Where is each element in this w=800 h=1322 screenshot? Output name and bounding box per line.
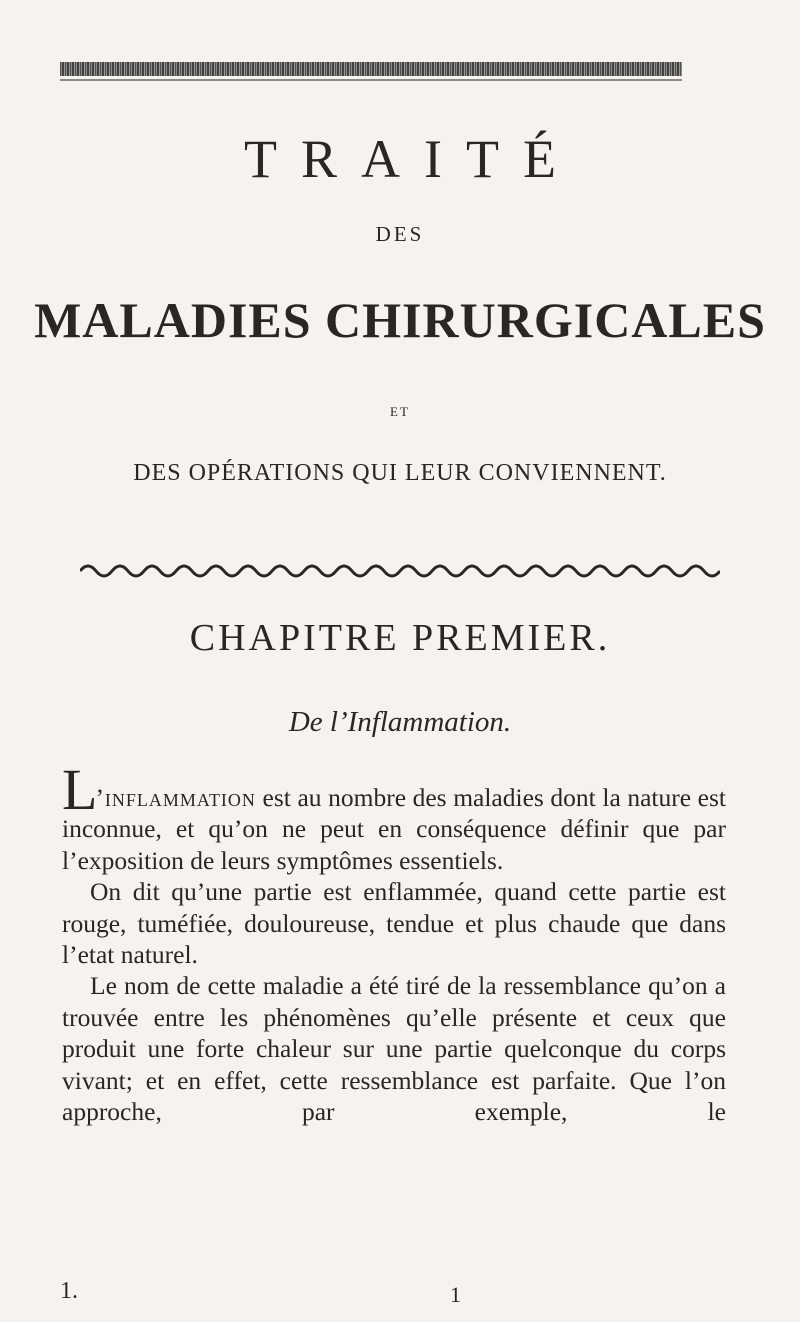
opening-word: ’inflammation	[95, 783, 256, 812]
title-maladies-chirurgicales: MALADIES CHIRURGICALES	[34, 292, 766, 348]
top-rule-underline	[60, 79, 682, 81]
paragraph-1-text: est au nombre des maladies dont la nature est inconnue, et qu’on ne peut en conséquence définir que par l’exposition de leurs symptômes essentiels.	[62, 783, 726, 875]
paragraph-3: Le nom de cette maladie a été tiré de la ressemblance qu’on a trouvée entre les phénomènes qu’elle présente et ceux que produit une forte chaleur sur une partie quelconque du corps vivant; et en effet, cette ressemblance est parfaite. Que l’on approche, par exemple, le	[62, 971, 726, 1127]
signature-mark-left: 1.	[60, 1278, 78, 1304]
wave-ornament-divider	[0, 558, 800, 588]
chapter-subtitle: De l’Inflammation.	[288, 706, 512, 738]
chapter-heading: CHAPITRE PREMIER.	[189, 617, 611, 659]
drop-cap: L	[62, 757, 98, 822]
top-decorative-rule	[60, 62, 682, 76]
body-text	[62, 757, 726, 1127]
title-des: DES	[375, 222, 425, 246]
title-traite: TRAITÉ	[244, 129, 580, 189]
title-et: ET	[390, 404, 410, 419]
paragraph-1	[62, 757, 726, 876]
wave-ornament-icon	[80, 561, 720, 581]
paragraph-2: On dit qu’une partie est enflammée, quand cette partie est rouge, tuméfiée, douloureuse, tendue et plus chaude que dans l’etat naturel.	[62, 877, 726, 970]
title-operations: DES OPÉRATIONS QUI LEUR CONVIENNENT.	[133, 460, 667, 486]
signature-mark-right: 1	[450, 1282, 461, 1307]
